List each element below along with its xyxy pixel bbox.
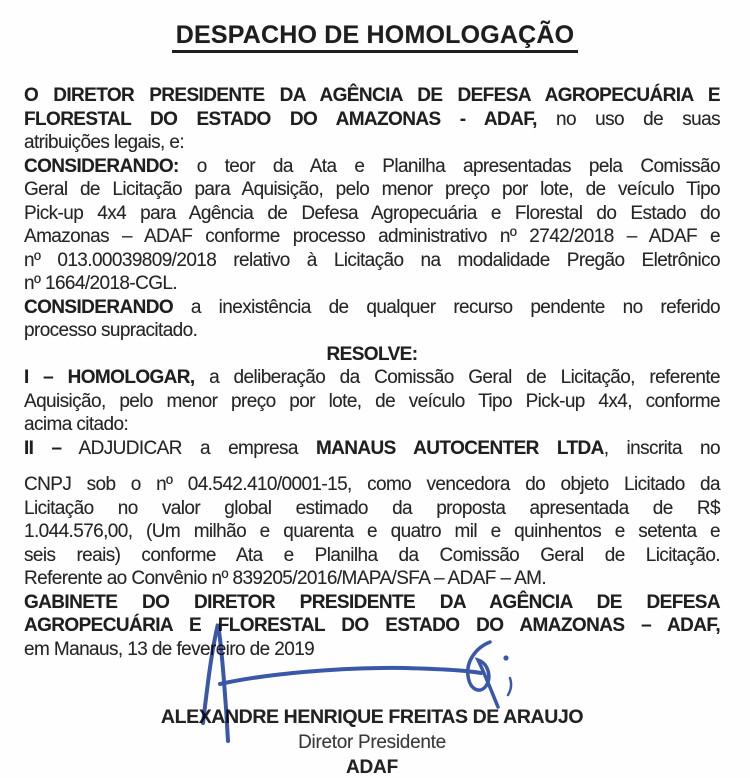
line-21 — [24, 567, 720, 591]
body-text: Aquisição, pelo menor preço por lote, de veículo Tipo Pick-up 4x4, conforme — [24, 390, 720, 412]
line-10 — [24, 296, 720, 320]
bold-text: O DIRETOR PRESIDENTE DA AGÊNCIA DE DEFESA AGROPECUÁRIA E — [24, 85, 720, 106]
body-text: 1.044.576,00, (Um milhão e quarenta e quatro mil e quinhentos e setenta e — [24, 521, 720, 542]
bold-text: CONSIDERANDO: — [24, 155, 179, 177]
body-text: ADJUDICAR a empresa — [61, 437, 316, 459]
signer-org: ADAF — [346, 757, 398, 778]
signature-tick — [508, 678, 511, 695]
line-07 — [24, 225, 720, 249]
line-14 — [24, 390, 720, 414]
bold-text: I – HOMOLOGAR, — [24, 367, 195, 388]
line-05 — [24, 178, 720, 202]
handwritten-signature — [170, 608, 530, 748]
line-01 — [24, 84, 720, 108]
date-text: em Manaus, 13 de fevereiro de 2019 — [24, 638, 315, 660]
bold-text: RESOLVE: — [326, 343, 418, 365]
line-13 — [24, 366, 720, 390]
body-text: no uso de suas — [536, 108, 721, 130]
body-text: seis reais) conforme Ata e Planilha da Comissão Geral de Licitação. — [24, 544, 720, 566]
signature-horizontal-stroke — [220, 668, 481, 684]
bold-text: II – — [24, 437, 62, 459]
line-03 — [24, 131, 720, 155]
line-04 — [24, 155, 720, 179]
body-text: Licitação no valor global estimado da proposta apresentada de R$ — [24, 497, 720, 519]
line-11 — [24, 319, 720, 343]
line-19 — [24, 520, 720, 544]
body-text: Amazonas – ADAF conforme processo administrativo nº 2742/2018 – ADAF e — [24, 226, 720, 247]
line-06 — [24, 202, 720, 226]
body-text: a inexistência de qualquer recurso pendente no referido — [173, 296, 720, 318]
line-02 — [24, 108, 720, 132]
line-20 — [24, 544, 720, 568]
line-18 — [24, 497, 720, 521]
body-text: o teor da Ata e Planilha apresentadas pela Comissão — [178, 155, 720, 177]
body-text: , inscrita no — [603, 437, 720, 459]
line-15 — [24, 413, 720, 437]
line-08 — [24, 249, 720, 273]
body-text: Referente ao Convênio nº 839205/2016/MAPA/SFA – ADAF – AM. — [24, 568, 547, 589]
signature-flourish-stroke — [468, 642, 498, 707]
body-text: Pick-up 4x4 para Agência de Defesa Agropecuária e Florestal do Estado do — [24, 202, 720, 224]
body-text: atribuições legais, e: — [24, 132, 185, 153]
title-row — [0, 0, 750, 54]
bold-text: GABINETE DO DIRETOR PRESIDENTE DA AGÊNCIA DE DEFESA — [24, 591, 720, 613]
bold-text: AGROPECUÁRIA E FLORESTAL DO ESTADO DO AMAZONAS – ADAF, — [24, 615, 720, 636]
line-16 — [24, 437, 720, 461]
body-text: CNPJ sob o nº 04.542.410/0001-15, como vencedora do objeto Licitado da — [24, 474, 720, 495]
line-09 — [24, 272, 720, 296]
company-name: MANAUS AUTOCENTER LTDA — [315, 437, 604, 459]
body-text: a deliberação da Comissão Geral de Licitação, referente — [194, 367, 720, 388]
document-title: DESPACHO DE HOMOLOGAÇÃO — [172, 21, 579, 53]
line-12-resolve — [24, 343, 720, 367]
signer-role: Diretor Presidente — [298, 732, 446, 753]
line-17 — [24, 473, 720, 497]
bold-text: CONSIDERANDO — [24, 296, 174, 318]
signature-dot — [503, 655, 508, 660]
body-text: acima citado: — [24, 414, 129, 435]
body-text: nº 1664/2018-CGL. — [24, 273, 178, 294]
bold-text: FLORESTAL DO ESTADO DO AMAZONAS - ADAF, — [24, 108, 537, 130]
body-text: nº 013.00039809/2018 relativo à Licitação na modalidade Pregão Eletrônico — [24, 249, 720, 271]
body-text: processo supracitado. — [24, 320, 198, 341]
signer-name: ALEXANDRE HENRIQUE FREITAS DE ARAUJO — [160, 706, 584, 728]
body-text: Geral de Licitação para Aquisição, pelo menor preço por lote, de veículo Tipo — [24, 179, 720, 200]
